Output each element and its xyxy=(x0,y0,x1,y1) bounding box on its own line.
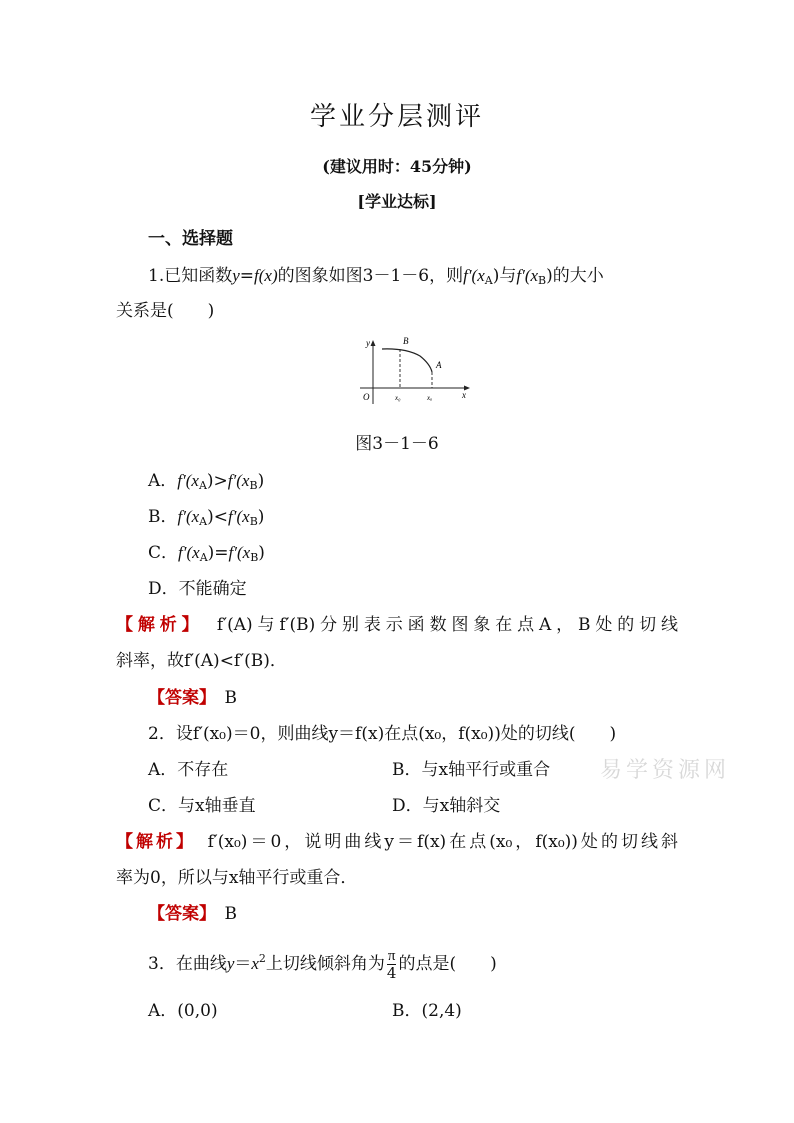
q1-option-c: C．$f'(x_A)=f'(x_B)$ xyxy=(148,543,265,564)
figure-label-x: x xyxy=(462,390,466,400)
q1-answer-tag: 【答案】 xyxy=(148,688,208,708)
figure-label-A: A xyxy=(436,360,442,370)
q2-option-c: C．与x轴垂直 xyxy=(148,796,256,816)
q2-analysis-line1: 【解析】 f′(x₀)＝0，说明曲线y＝f(x)在点(x₀，f(x₀))处的切线斜 xyxy=(116,832,679,852)
q1-stem-line2: 关系是( ) xyxy=(116,301,215,321)
q1-stem-line1: 1.已知函数y=f(x)的图象如图3－1－6，则$f'(x_A)$与$f'(x_B)$的大小 xyxy=(148,266,604,287)
q1-analysis-line1: 【解析】 f′(A)与f′(B)分别表示函数图象在点A，B处的切线 xyxy=(116,615,679,635)
q1-figure-caption: 图3－1－6 xyxy=(355,434,439,454)
q1-figure-graph xyxy=(356,336,474,408)
figure-label-xA: xₐ xyxy=(427,394,433,402)
q1-option-b: B．$f'(x_A)<f'(x_B)$ xyxy=(148,507,265,528)
q3-option-a: A．(0,0) xyxy=(148,1001,218,1021)
q1-option-d: D．不能确定 xyxy=(148,579,247,599)
q3-option-b: B．(2,4) xyxy=(392,1001,462,1021)
figure-label-origin: O xyxy=(363,392,370,402)
section-tag: [学业达标] xyxy=(357,192,437,211)
recommended-time: (建议用时：45分钟) xyxy=(322,157,472,176)
q1-option-a: A．$f'(x_A)>f'(x_B)$ xyxy=(148,471,265,492)
figure-label-x0: x₀ xyxy=(395,394,401,402)
q1-analysis-line2: 斜率，故f′(A)<f′(B)． xyxy=(116,651,287,671)
q2-option-a: A．不存在 xyxy=(148,760,229,780)
figure-label-y: y xyxy=(366,338,370,348)
q3-stem: 3．在曲线$y=x^2$上切线倾斜角为 $\frac{\pi}{4}$ 的点是( ) xyxy=(148,948,497,982)
q2-analysis-line2: 率为0，所以与x轴平行或重合． xyxy=(116,868,358,888)
q2-answer: 【答案】 B xyxy=(148,904,237,924)
q1-answer: 【答案】 B xyxy=(148,688,237,708)
q2-answer-tag: 【答案】 xyxy=(148,904,208,924)
q3-fraction: $\frac{\pi}{4}$ xyxy=(386,948,397,982)
q1-analysis-tag: 【解析】 xyxy=(116,615,196,635)
page-title: 学业分层测评 xyxy=(309,102,484,132)
figure-label-B: B xyxy=(403,336,409,346)
q2-stem: 2．设f′(x₀)＝0，则曲线y＝f(x)在点(x₀，f(x₀))处的切线( ) xyxy=(148,724,617,744)
q2-analysis-tag: 【解析】 xyxy=(116,832,188,852)
watermark: 易学资源网 xyxy=(600,758,731,783)
q2-option-d: D．与x轴斜交 xyxy=(392,796,501,816)
q2-option-b: B．与x轴平行或重合 xyxy=(392,760,551,780)
section-heading: 一、选择题 xyxy=(148,229,233,249)
